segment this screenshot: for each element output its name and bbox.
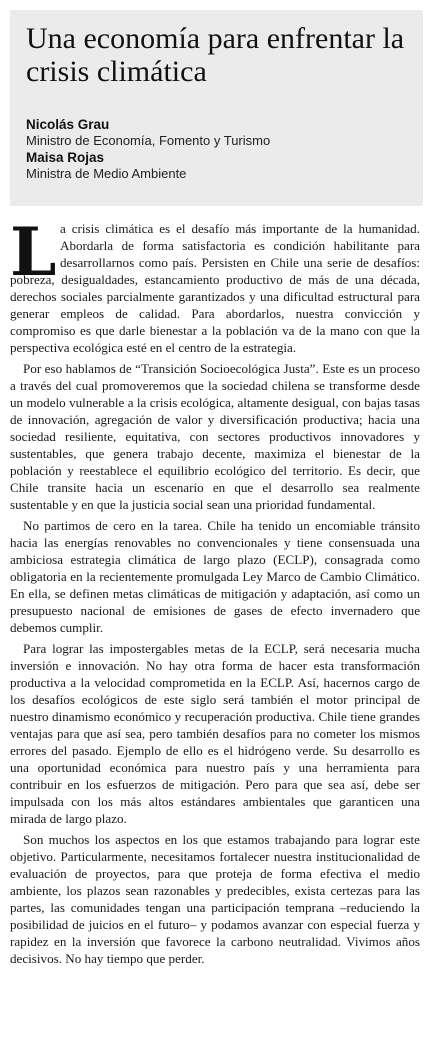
author-role: Ministra de Medio Ambiente: [26, 166, 187, 181]
article-paragraph: Por eso hablamos de “Transición Socioecológica Justa”. Este es un proceso a través del cual promoveremos que la sociedad chilena se transforme desde un modelo vulnerable a la crisis ecológica, altamente desigual, con bajas tasas de innovación, agregación de valor y diversificación productiva; hacia una sociedad resiliente, equitativa, con sectores productivos innovadores y sustentables, que genera trabajo decente, maximiza el bienestar de la población y reestablece el equilibrio ecológico del territorio. Es decir, que Chile transite hacia un escenario en que el desarrollo sea realmente sustentable y en que la justicia social sean una prioridad fundamental.: [10, 361, 420, 512]
author-block: [26, 117, 270, 149]
article-paragraph: No partimos de cero en la tarea. Chile ha tenido un encomiable tránsito hacia las energías renovables no convencionales y tiene consensuada una ambiciosa estrategia climática de largo plazo (ECLP), consagrada como obligatoria en la recientemente promulgada Ley Marco de Cambio Climático. En ella, se definen metas climáticas de mitigación y adaptación, así como un presupuesto nacional de emisiones de gases de efecto invernadero que debemos cumplir.: [10, 518, 420, 635]
dropcap-spacer: [10, 220, 60, 271]
article-paragraph: a crisis climática es el desafío más importante de la humanidad. Abordarla de forma satisfactoria es condición habilitante para desarrollarnos como país. Persisten en Chile una serie de desafíos: pobreza, desigualdades, estancamiento productivo de más de una década, derechos sociales parcialmente garantizados y una dificultad estructural para generar empleos de calidad. Para abordarlos, nuestra convicción y compromiso es que darle bienestar a la población va de la mano con que la perspectiva ecológica esté en el centro de la estrategia.: [10, 221, 420, 355]
article-body: [10, 213, 420, 971]
article-title: Una economía para enfrentar la crisis climática: [26, 22, 405, 88]
drop-cap: L: [10, 213, 57, 291]
article-paragraph: Son muchos los aspectos en los que estamos trabajando para lograr este objetivo. Particularmente, necesitamos fortalecer nuestra institucionalidad de evaluación de proyectos, para que proteja de forma efectiva el medio ambiente, los plazos sean razonables y predecibles, exista certezas para las partes, las comunidades tengan una participación temprana –reduciendo la posibilidad de juicios en el futuro– y podamos avanzar con especial fuerza y rapidez en la inversión que favorece la carbono neutralidad. Vivimos años decisivos. No hay tiempo que perder.: [10, 832, 420, 966]
author-name: Maisa Rojas: [26, 150, 105, 165]
author-name: Nicolás Grau: [26, 117, 110, 132]
author-role: Ministro de Economía, Fomento y Turismo: [26, 133, 271, 148]
author-block: [26, 150, 186, 182]
article-paragraph: Para lograr las impostergables metas de la ECLP, será necesaria mucha inversión e innovación. No hay otra forma de hacer esta transformación productiva a la velocidad comprometida en la ECLP. Así, hacernos cargo de los desafíos ecológicos de este siglo será también el motor principal de nuestro dinamismo económico y recuperación productiva. Chile tiene grandes ventajas para que así sea, pero también desafíos para no cometer los mismos errores del pasado. Ejemplo de ello es el hidrógeno verde. Su desarrollo es una oportunidad económica para nuestro país y una herramienta para contribuir en los esfuerzos de mitigación. Pero para que sea así, debe ser impulsada con los más altos estándares ambientales que garanticen una mirada de largo plazo.: [10, 641, 420, 826]
